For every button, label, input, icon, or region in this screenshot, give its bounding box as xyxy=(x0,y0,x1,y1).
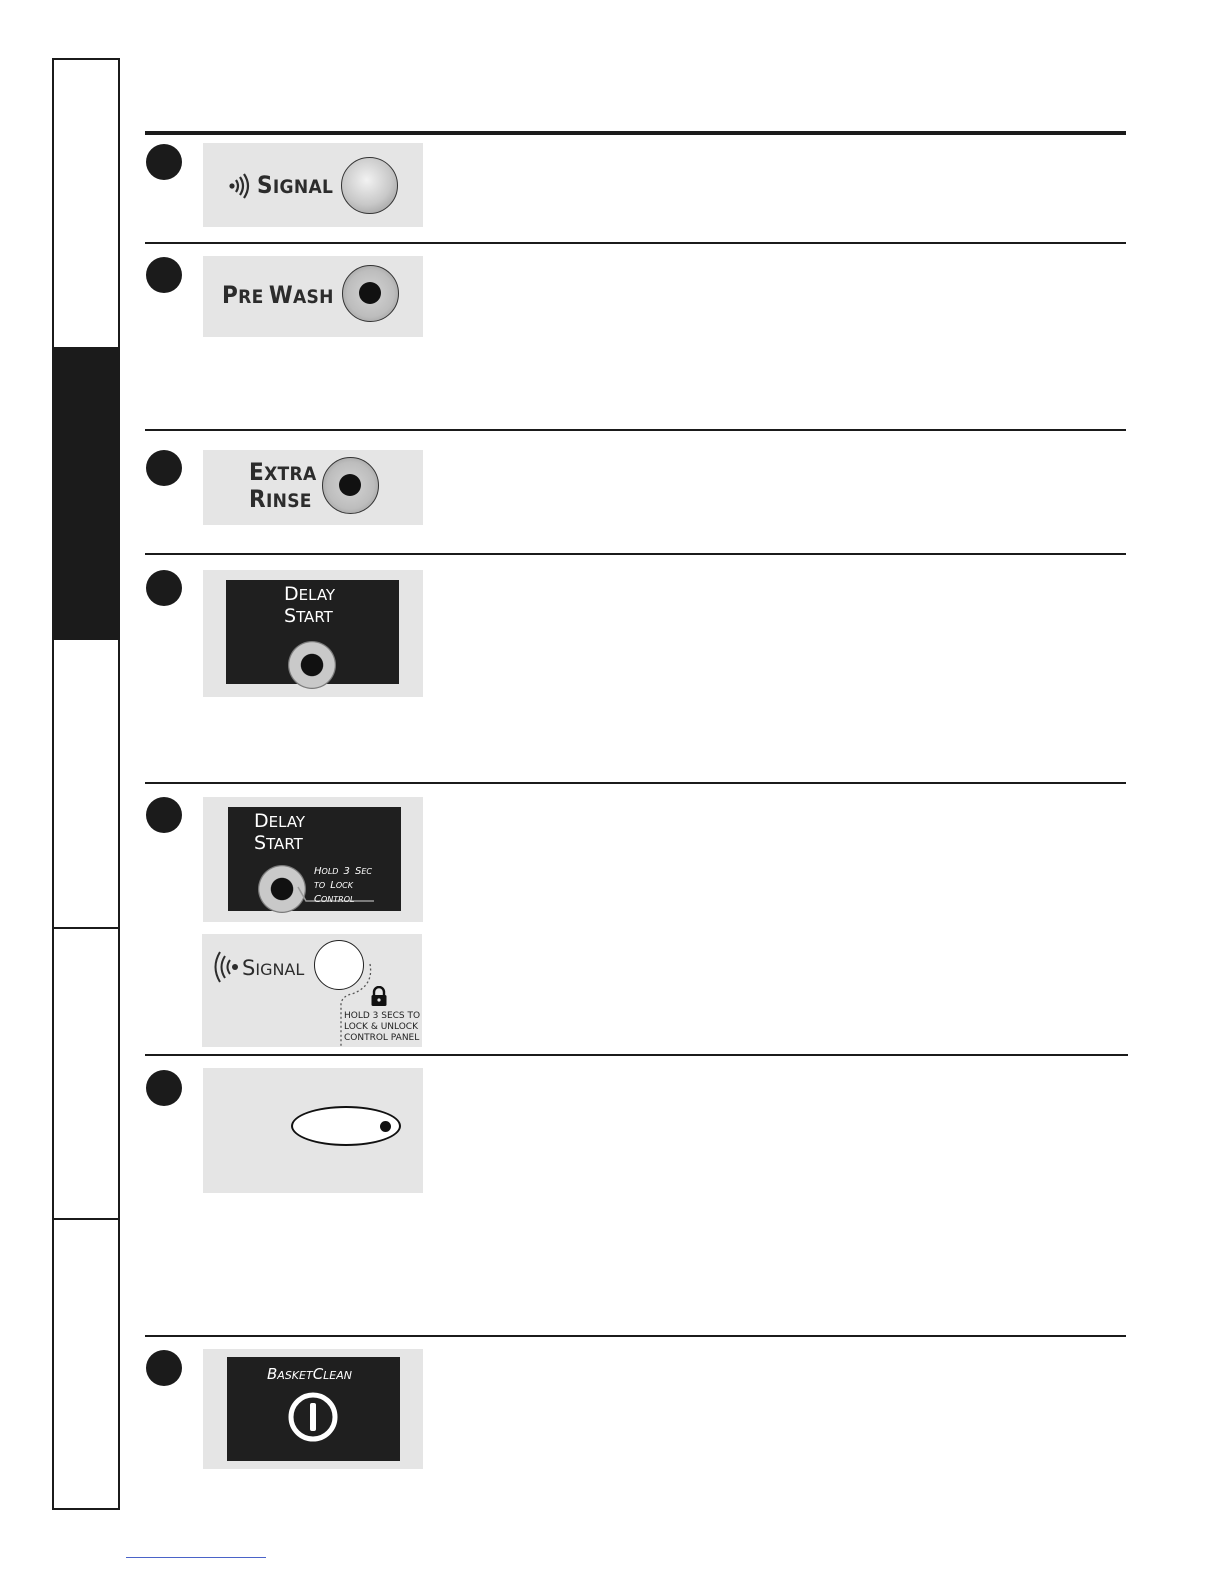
extra-rinse-panel xyxy=(203,450,423,525)
power-button[interactable] xyxy=(286,1390,340,1444)
lock-note: HOLD 3 SECS TO LOCK & UNLOCK CONTROL PANEL xyxy=(344,1011,421,1043)
delay-start-lock-panel xyxy=(203,797,423,922)
item-bullet xyxy=(146,257,182,293)
section-rule xyxy=(145,1335,1126,1337)
active-section-tab[interactable] xyxy=(54,347,118,640)
prewash-button[interactable] xyxy=(342,265,399,322)
oval-button-panel xyxy=(203,1068,423,1193)
sound-wave-icon xyxy=(208,950,240,984)
tab-divider xyxy=(54,1218,118,1220)
item-bullet xyxy=(146,1070,182,1106)
delay-start-lock-label: DELAY START xyxy=(254,810,306,854)
prewash-label: PRE WASH xyxy=(222,281,334,309)
section-rule xyxy=(145,553,1126,555)
lock-icon xyxy=(370,986,388,1007)
oval-button[interactable] xyxy=(291,1106,401,1146)
delay-start-display xyxy=(226,580,399,684)
section-rule xyxy=(145,782,1126,784)
signal-lock-label: SIGNAL xyxy=(242,956,305,980)
item-bullet xyxy=(146,570,182,606)
delay-start-button[interactable] xyxy=(288,641,336,689)
prewash-panel xyxy=(203,256,423,337)
top-rule xyxy=(145,131,1126,135)
extra-rinse-button[interactable] xyxy=(322,457,379,514)
item-bullet xyxy=(146,144,182,180)
sound-wave-icon xyxy=(227,173,253,199)
indicator-light xyxy=(359,282,381,304)
section-rule xyxy=(145,429,1126,431)
tab-divider xyxy=(54,927,118,929)
item-bullet xyxy=(146,450,182,486)
basketclean-display xyxy=(227,1357,400,1461)
indicator-light xyxy=(380,1121,391,1132)
hold-lock-note: HOLD 3 SEC TO LOCK CONTROL xyxy=(314,866,373,905)
basketclean-panel xyxy=(203,1349,423,1469)
signal-button[interactable] xyxy=(341,157,398,214)
item-bullet xyxy=(146,797,182,833)
indicator-light xyxy=(339,474,361,496)
basketclean-label: BASKETCLEAN xyxy=(267,1365,353,1383)
delay-start-panel xyxy=(203,570,423,697)
delay-start-lock-display xyxy=(228,807,401,911)
side-tab-column xyxy=(52,58,120,1510)
extra-rinse-label: EXTRA RINSE xyxy=(249,458,317,513)
item-bullet xyxy=(146,1350,182,1386)
footer-link-underline xyxy=(126,1557,266,1558)
signal-lock-panel xyxy=(202,934,422,1047)
section-rule xyxy=(145,1054,1128,1056)
section-rule xyxy=(145,242,1126,244)
signal-label: SIGNAL xyxy=(257,171,334,199)
delay-start-label: DELAY START xyxy=(284,583,336,627)
signal-panel xyxy=(203,143,423,227)
